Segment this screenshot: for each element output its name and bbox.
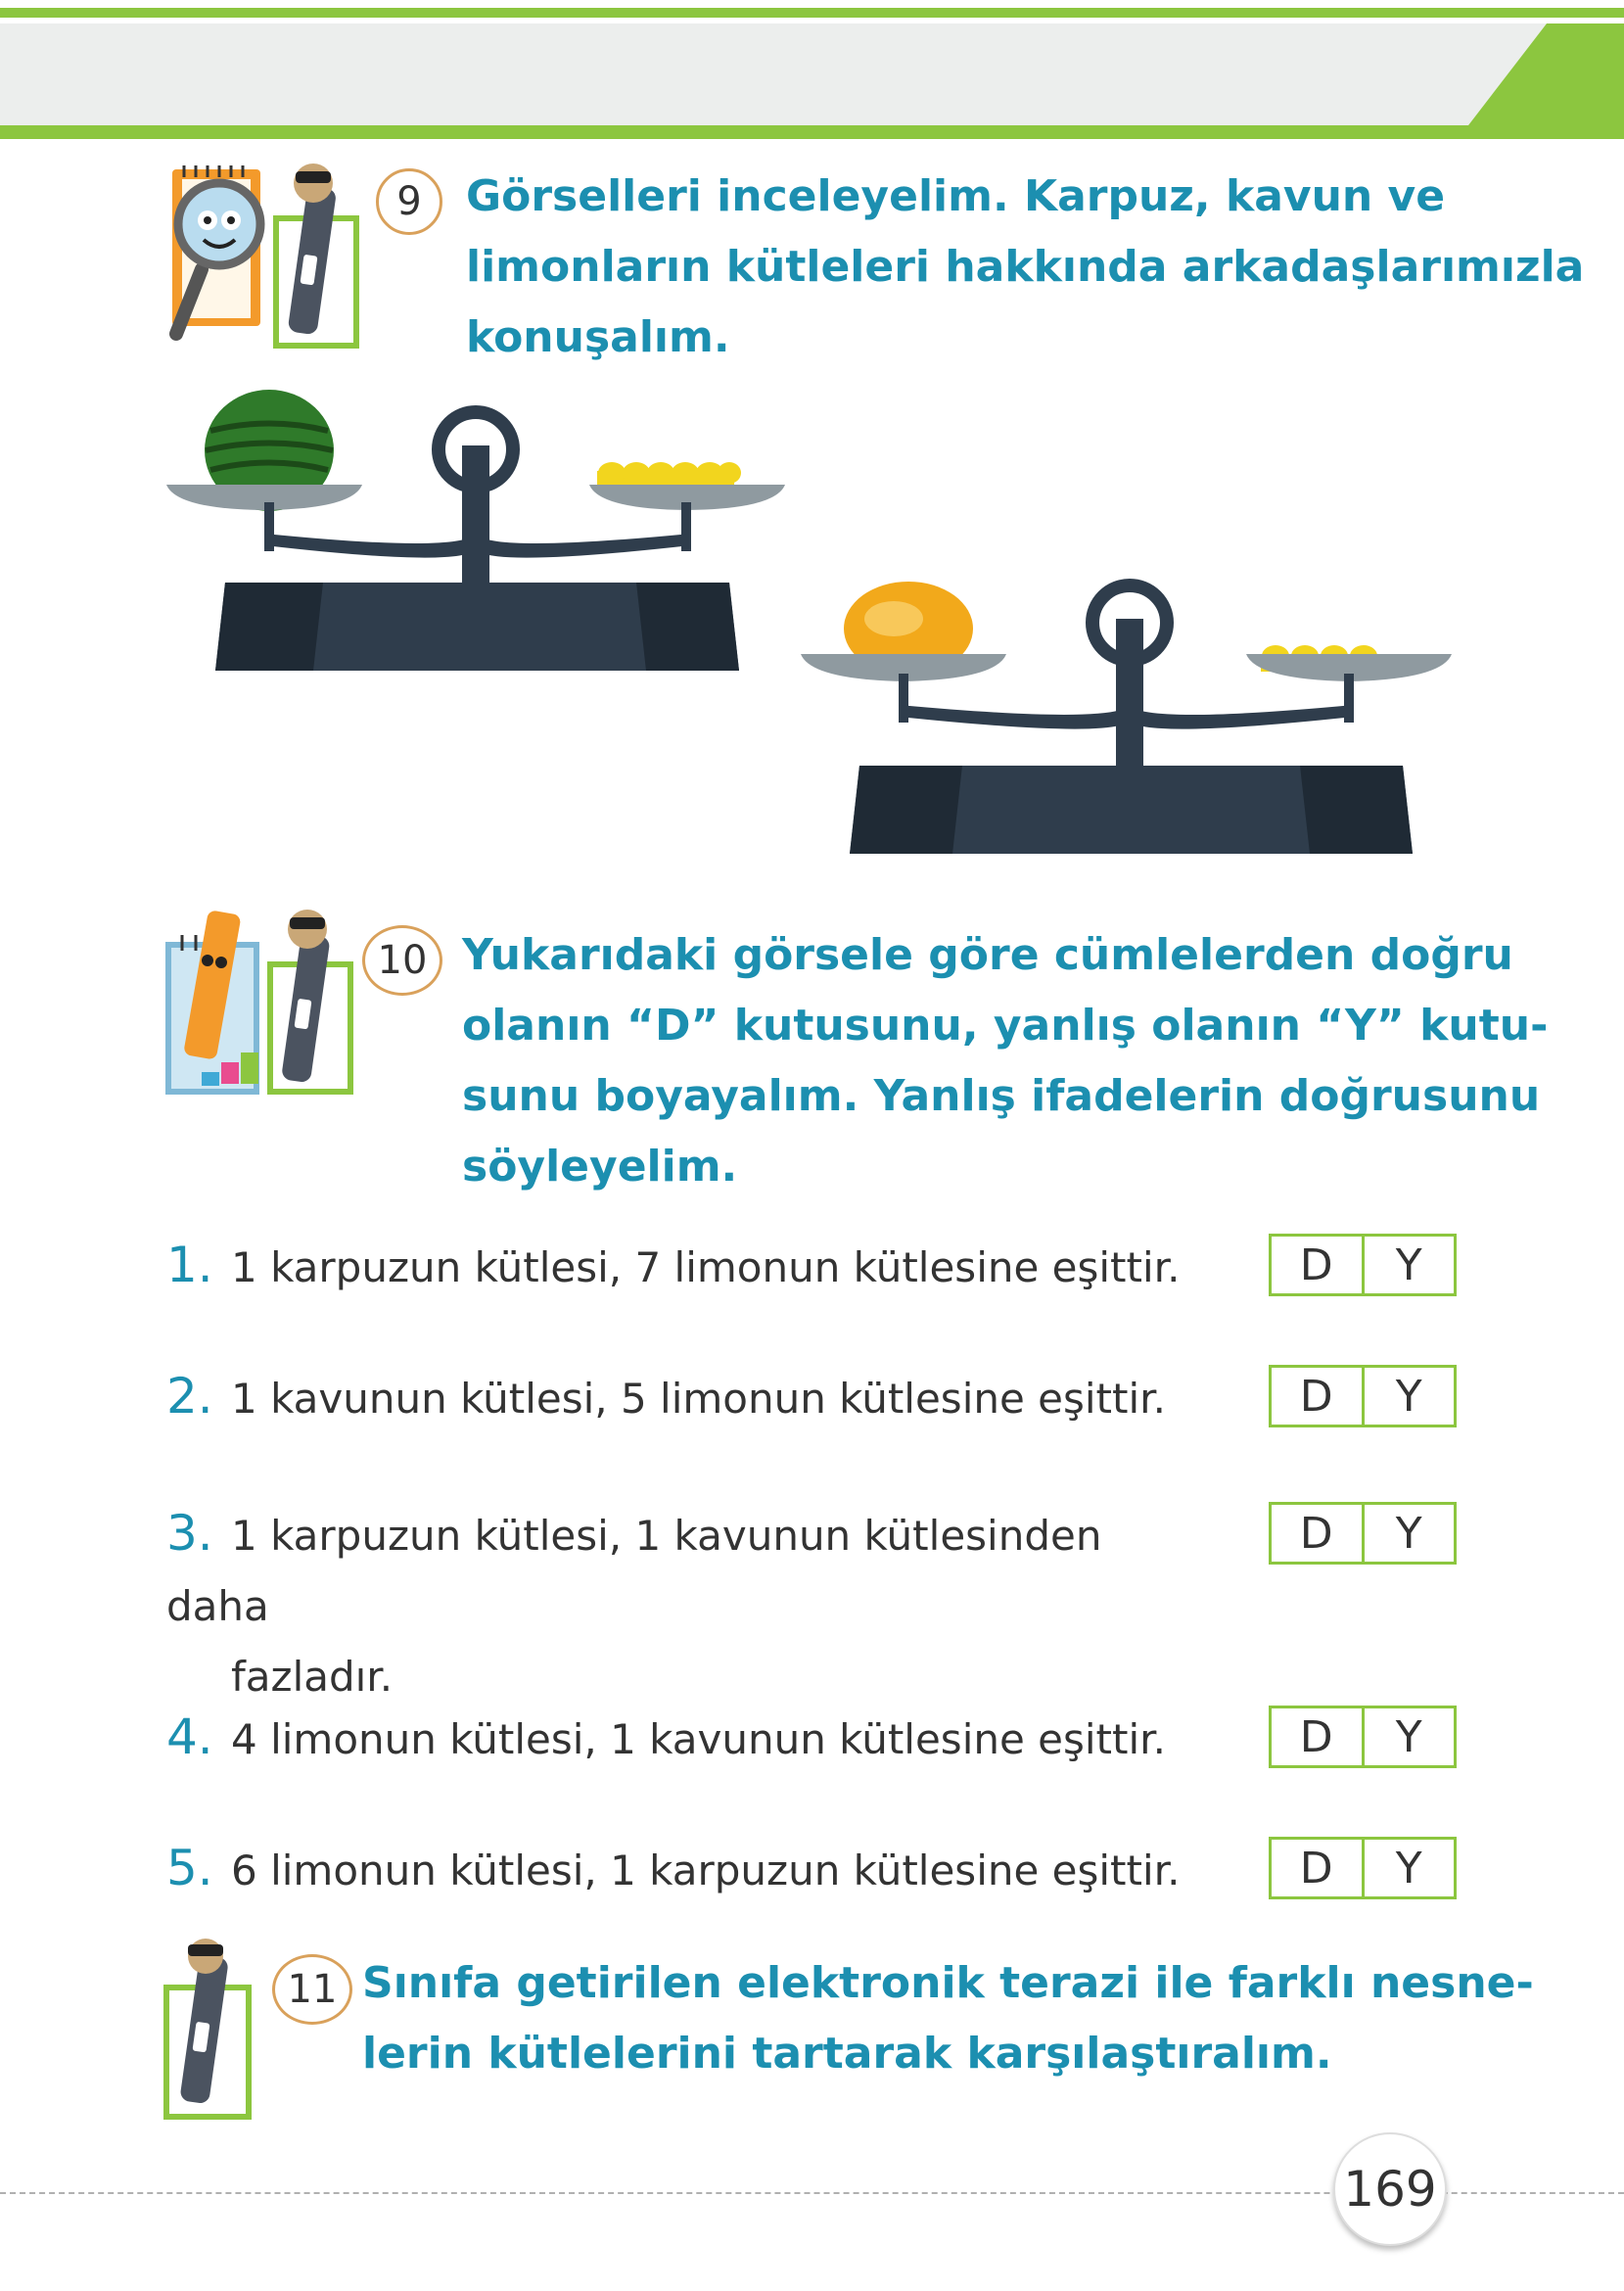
activity-9-instruction bbox=[466, 162, 1584, 373]
d-option[interactable]: D bbox=[1272, 1708, 1365, 1765]
statement-text: 1 karpuzun kütlesi, 1 kavunun kütlesinden daha bbox=[166, 1512, 1102, 1630]
balance-scale-melon bbox=[801, 578, 1457, 862]
y-option[interactable]: Y bbox=[1395, 1711, 1422, 1762]
magnifier-notebook-icon bbox=[162, 162, 368, 357]
instruction-line: konuşalım. bbox=[466, 312, 730, 362]
statement-text: 1 karpuzun kütlesi, 7 limonun kütlesine eşittir. bbox=[231, 1243, 1181, 1291]
instruction-line: Görselleri inceleyelim. Karpuz, kavun ve bbox=[466, 171, 1446, 221]
y-option[interactable]: Y bbox=[1395, 1843, 1422, 1894]
d-option[interactable]: D bbox=[1272, 1840, 1365, 1896]
statement-number: 2. bbox=[166, 1368, 213, 1425]
statement-text: 1 kavunun kütlesi, 5 limonun kütlesine eşittir. bbox=[231, 1375, 1166, 1423]
y-option[interactable]: Y bbox=[1395, 1239, 1422, 1290]
activity-11-number: 11 bbox=[272, 1954, 352, 2025]
pencil-notebook-icon bbox=[162, 906, 358, 1101]
instruction-line: Sınıfa getirilen elektronik terazi ile farklı nesne- bbox=[362, 1958, 1534, 2008]
balance-scale-watermelon bbox=[166, 387, 793, 680]
statement-4 bbox=[166, 1702, 1194, 1775]
activity-11-instruction bbox=[362, 1948, 1534, 2089]
statement-text: 6 limonun kütlesi, 1 karpuzun kütlesine eşittir. bbox=[231, 1847, 1181, 1894]
header-banner bbox=[0, 0, 1624, 157]
instruction-line: olanın “D” kutusunu, yanlış olanın “Y” kutu- bbox=[462, 1001, 1549, 1051]
statement-1 bbox=[166, 1230, 1194, 1303]
y-option[interactable]: Y bbox=[1395, 1371, 1422, 1422]
microphone-notebook-icon bbox=[162, 1939, 260, 2125]
statement-text: 4 limonun kütlesi, 1 kavunun kütlesine eşittir. bbox=[231, 1715, 1166, 1763]
statement-2 bbox=[166, 1361, 1194, 1434]
dy-answer-box-1[interactable] bbox=[1269, 1234, 1457, 1296]
statement-number: 4. bbox=[166, 1708, 213, 1765]
dy-answer-box-4[interactable] bbox=[1269, 1706, 1457, 1768]
instruction-line: Yukarıdaki görsele göre cümlelerden doğru bbox=[462, 930, 1513, 980]
dy-answer-box-3[interactable] bbox=[1269, 1502, 1457, 1565]
statement-continuation: fazladır. bbox=[231, 1653, 394, 1701]
activity-10-instruction bbox=[462, 920, 1548, 1202]
statement-number: 3. bbox=[166, 1505, 213, 1562]
d-option[interactable]: D bbox=[1272, 1368, 1365, 1425]
instruction-line: sunu boyayalım. Yanlış ifadelerin doğrusunu bbox=[462, 1071, 1541, 1121]
instruction-line: lerin kütlelerini tartarak karşılaştıralım. bbox=[362, 2029, 1332, 2079]
d-option[interactable]: D bbox=[1272, 1237, 1365, 1293]
dy-answer-box-5[interactable] bbox=[1269, 1837, 1457, 1899]
y-option[interactable]: Y bbox=[1395, 1508, 1422, 1559]
dy-answer-box-2[interactable] bbox=[1269, 1365, 1457, 1427]
activity-10-number: 10 bbox=[362, 925, 442, 996]
instruction-line: söyleyelim. bbox=[462, 1142, 738, 1192]
page-number: 169 bbox=[1333, 2132, 1447, 2246]
statement-number: 5. bbox=[166, 1840, 213, 1896]
statement-3 bbox=[166, 1498, 1194, 1712]
statement-5 bbox=[166, 1833, 1194, 1906]
instruction-line: limonların kütleleri hakkında arkadaşlarımızla bbox=[466, 242, 1585, 292]
statement-number: 1. bbox=[166, 1237, 213, 1293]
d-option[interactable]: D bbox=[1272, 1505, 1365, 1562]
activity-9-number: 9 bbox=[376, 168, 442, 235]
